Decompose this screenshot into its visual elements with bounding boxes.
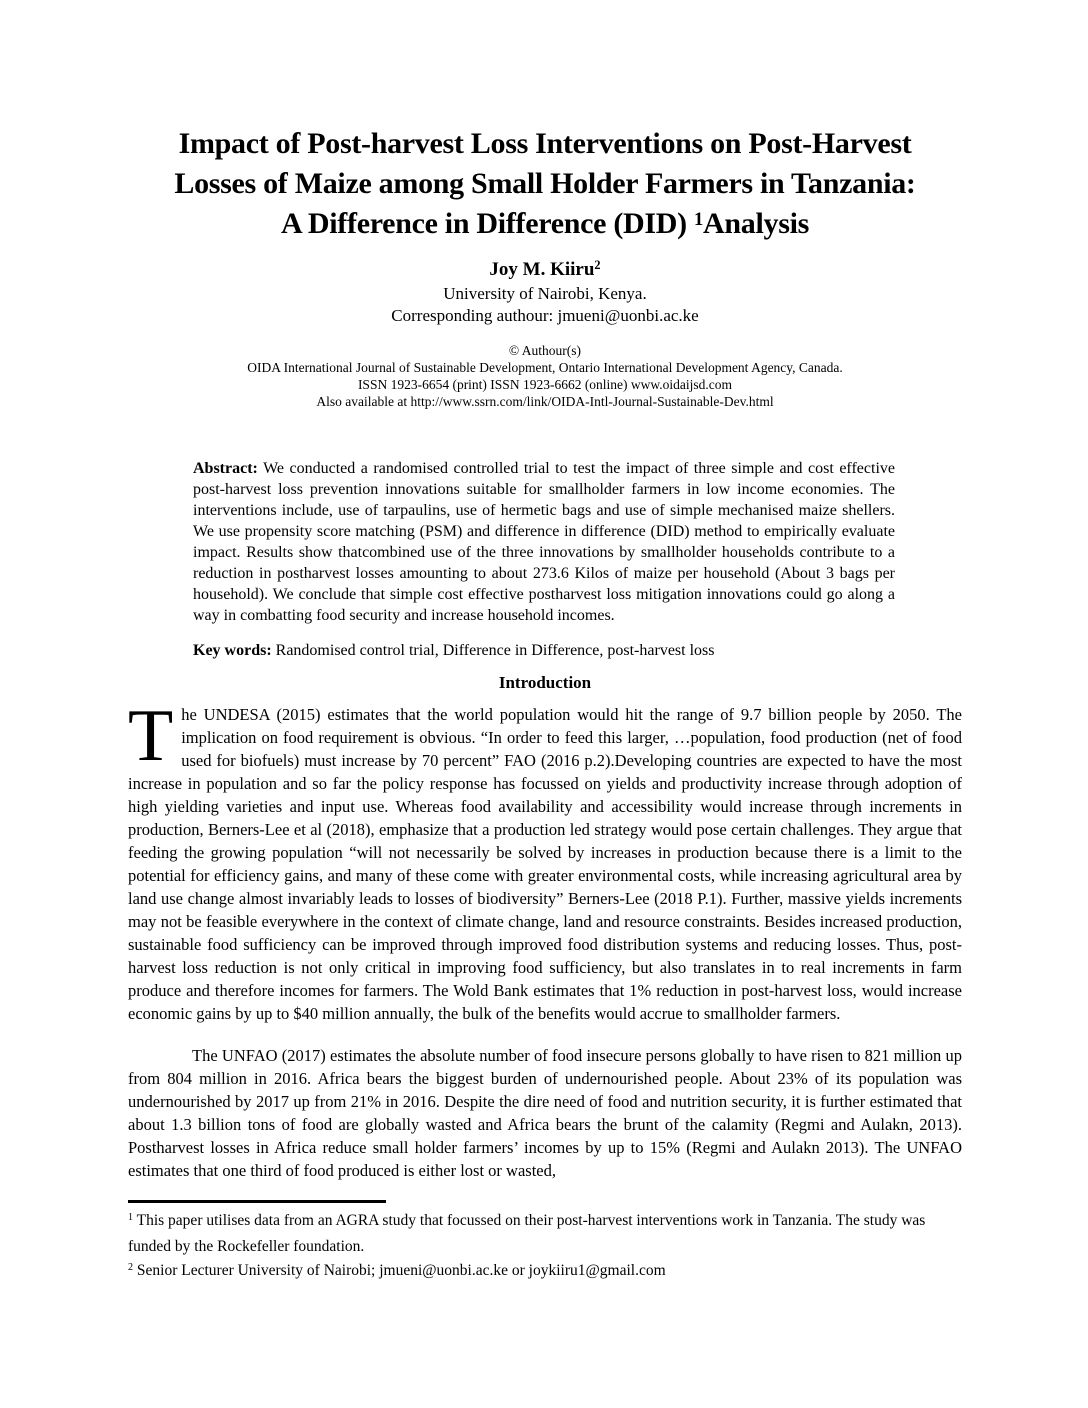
- intro-paragraph-1-text: he UNDESA (2015) estimates that the world population would hit the range of 9.7 billion people by 2050. The implication on food requirement is obvious. “In order to feed this larger, …population, food production (net of food used for biofuels) must increase by 70 percent” FAO (2016 p.2).Developing countries are expected to have the most increase in population and so far the policy response has focussed on yields and productivity increase through adoption of high yielding varieties and input use. Whereas food availability and accessibility would increase through increments in production, Berners-Lee et al (2018), emphasize that a production led strategy would pose certain challenges. They argue that feeding the growing population “will not necessarily be solved by increases in production because there is a limit to the potential for efficiency gains, and many of these come with greater environmental costs, while increasing agricultural area by land use change almost invariably leads to losses of biodiversity” Berners-Lee (2018 P.1). Further, massive yields increments may not be feasible everywhere in the context of climate change, land and resource constraints. Besides increased production, sustainable food sufficiency can be improved through improved food distribution systems and reducing losses. Thus, post-harvest loss reduction is not only critical in improving food sufficiency, but also translates in to real increments in farm produce and therefore incomes for farmers. The Wold Bank estimates that 1% reduction in post-harvest loss, would increase economic gains by up to $40 million annually, the bulk of the benefits would accrue to smallholder farmers.: [128, 705, 962, 1023]
- footnote-1-marker: 1: [128, 1212, 134, 1224]
- author-name: [128, 258, 962, 283]
- footnote-2-text: Senior Lecturer University of Nairobi; jmueni@uonbi.ac.ke or joykiiru1@gmail.com: [133, 1262, 666, 1279]
- title-line-1: Impact of Post-harvest Loss Interventions on Post-Harvest: [178, 127, 912, 160]
- author-affiliation: University of Nairobi, Kenya.: [443, 284, 647, 303]
- keywords-label: Key words:: [193, 642, 272, 659]
- journal-line: OIDA International Journal of Sustainable Development, Ontario International Development Agency, Canada.: [247, 360, 843, 375]
- title-line-3-text: A Difference in Difference (DID): [281, 207, 695, 240]
- title-footnote-marker: 1: [694, 208, 704, 230]
- keywords-text: Randomised control trial, Difference in Difference, post-harvest loss: [271, 642, 715, 659]
- intro-paragraph-2: The UNFAO (2017) estimates the absolute number of food insecure persons globally to have risen to 821 million up from 804 million in 2016. Africa bears the biggest burden of undernourished people. About 23% of its population was undernourished by 2017 up from 21% in 2016. Despite the dire need of food and nutrition security, it is further estimated that about 1.3 billion tons of food are globally wasted and Africa bears the brunt of the calamity (Regmi and Aulakn, 2013). Postharvest losses in Africa reduce small holder farmers’ incomes by up to 15% (Regmi and Aulakn 2013). The UNFAO estimates that one third of food produced is either lost or wasted,: [128, 1046, 962, 1180]
- author-name-text: Joy M. Kiiru: [489, 259, 595, 280]
- author-footnote-marker: 2: [594, 258, 601, 273]
- abstract: [193, 458, 895, 626]
- footnote-1: [128, 1209, 962, 1259]
- title-line-2: Losses of Maize among Small Holder Farmers in Tanzania:: [174, 167, 916, 200]
- abstract-text: We conducted a randomised controlled trial to test the impact of three simple and cost effective post-harvest loss prevention innovations suitable for smallholder farmers in low income economies. The interventions include, use of tarpaulins, use of hermetic bags and use of simple mechanised maize shellers. We use propensity score matching (PSM) and difference in difference (DID) method to empirically evaluate impact. Results show thatcombined use of the three innovations by smallholder households contribute to a reduction in postharvest losses amounting to about 273.6 Kilos of maize per household (About 3 bags per household). We conclude that simple cost effective postharvest loss mitigation innovations could go along a way in combatting food security and increase household incomes.: [193, 460, 895, 624]
- keywords: [193, 640, 895, 661]
- footnote-2-marker: 2: [128, 1262, 134, 1274]
- copyright-line: © Authour(s): [508, 343, 582, 358]
- footnotes: [128, 1200, 962, 1285]
- journal-imprint: [128, 342, 962, 410]
- section-heading-introduction: Introduction: [498, 673, 592, 692]
- footnote-separator: [128, 1200, 386, 1203]
- footnote-1-text: This paper utilises data from an AGRA study that focussed on their post-harvest interventions work in Tanzania. The study was funded by the Rockefeller foundation.: [128, 1212, 926, 1255]
- abstract-label: Abstract:: [193, 460, 258, 477]
- title-line-3: [128, 204, 962, 248]
- drop-cap: T: [128, 695, 174, 777]
- issn-line: ISSN 1923-6654 (print) ISSN 1923-6662 (online) www.oidaijsd.com: [357, 377, 733, 392]
- paper-title: [128, 124, 962, 248]
- intro-paragraph-1: [128, 695, 962, 1025]
- availability-line: Also available at http://www.ssrn.com/link/OIDA-Intl-Journal-Sustainable-Dev.html: [316, 394, 774, 409]
- corresponding-author: Corresponding authour: jmueni@uonbi.ac.ke: [391, 306, 699, 325]
- footnote-2: [128, 1259, 962, 1285]
- title-line-3-end: Analysis: [703, 207, 809, 240]
